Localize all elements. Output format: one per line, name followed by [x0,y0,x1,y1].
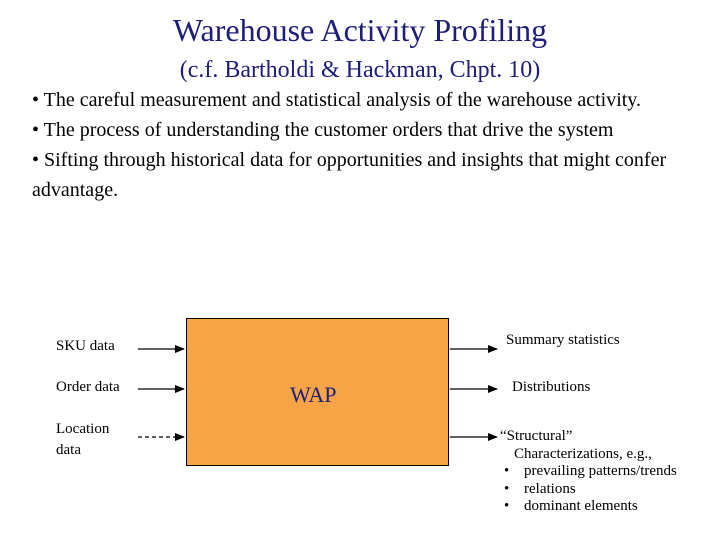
structural-title: “Structural” [500,428,573,444]
bullet-dot-icon: • [504,463,510,479]
slide-title: Warehouse Activity Profiling [172,12,548,48]
bullet-item: • The process of understanding the customer orders that drive the system [32,119,614,141]
wap-box-label: WAP [290,382,337,407]
input-order-data: Order data [56,379,120,395]
output-distributions: Distributions [512,379,591,395]
bullet-dot-icon: • [504,480,510,497]
structural-item: • prevailing patterns/trends [504,463,677,479]
bullet-item: • The careful measurement and statistical analysis of the warehouse activity. [32,89,642,111]
structural-subtitle: Characterizations, e.g., [514,445,652,462]
slide-subtitle: (c.f. Bartholdi & Hackman, Chpt. 10) [179,57,541,83]
input-sku-data: SKU data [56,338,115,354]
bullet-dot-icon: • [504,498,510,514]
bullet-item: • Sifting through historical data for opportunities and insights that might confer advantage. [32,149,667,201]
structural-item: • relations [504,480,576,497]
structural-item: • dominant elements [504,498,638,514]
input-location-data: Location data [56,421,110,458]
output-summary-statistics: Summary statistics [506,332,620,348]
